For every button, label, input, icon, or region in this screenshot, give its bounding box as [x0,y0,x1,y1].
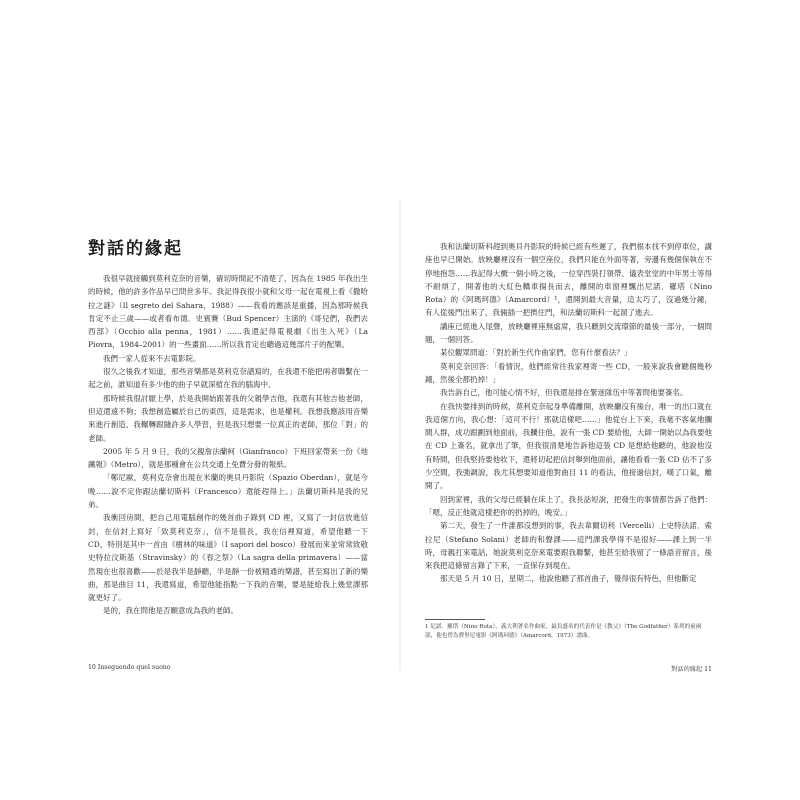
paragraph: 回到家裡，我的父母已經躺在床上了，我長話短說，把發生的事情都告訴了他們：「嗯，反正他就這樣把你的扔掉的，晚安。」 [425,494,712,517]
paragraph: 是的，我在問他是否願意成為我的老師。 [103,606,238,616]
paragraph: 我衝回房間，把自己用電腦創作的幾首曲子錄到 CD 裡，又寫了一封信放進信封，在信封上寫好「致莫利克奈」，信不是很長，我在信裡寫道，希望他聽一下 CD，特別是其中一首由《樹林的味道》（I sapori del bosco）發展而來並常常致敬史特拉汶斯基（Stravinsky）的《春之祭》（La sagra della primavera）——當然現在也很喜歡——於是我半是靜聽，半是靜一份被精通的樂譜，甚至寫出了新的樂曲，那是曲目 11，我還寫道，希望他能指點一下我的音樂，要是能給我上幾堂課那就更好了。 [88,513,368,603]
right-folio: 對話的緣起 11 [671,666,712,673]
left-body-text [88,272,368,618]
paragraph: 2005 年 5 月 9 日，我的父親詹法蘭柯（Gianfranco）下班回家帶來一份《地鐵報》（Metro），就是那種會在公共交通上免費分發的報紙。 [88,446,368,470]
paragraph: 那天是 5 月 10 日，星期二，他說他聽了那首曲子，覺得很有特色，但他斷定 [440,574,697,584]
chapter-title: 對話的緣起 [88,239,183,259]
right-body-text [425,240,712,586]
paragraph: 我很早就接觸到莫利克奈的音樂，確切時間記不清楚了，因為在 1985 年我出生的時候，他的許多作品早已問世多年。我記得我很小就和父母一起在電視上看《撒哈拉之謎》（Il segreto del Sahara，1988）——我看的應該是重播，因為那時候我肯定不止三歲——或者看布德．史賓賽（Bud Spencer）主演的《哥兒們，我們去西部》（Occhio alla penna，1981）……我還記得電視劇《出生入死》（La Piovra，1984–2001）的一些畫面……所以我肯定也聽過這幾部片子的配樂。 [88,274,368,350]
paragraph: 那時候我很討厭上學，於是我開始跟著我的父親學吉他，我還有其他吉他老師，但這還遠不夠；我想創造屬於自己的東西，這是需求，也是權利。我想我應該用音樂來進行創造，我輾轉跟隨許多人學習，但是我只想要一位真正的老師，那位「對」的老師。 [88,393,368,443]
footnote-divider [425,619,485,620]
paragraph: 我們一家人從來不去電影院。 [103,353,201,363]
paragraph: 第二天，發生了一件誰都沒想到的事，我去韋爾切利（Vercelli）上史特法諾．索拉尼（Stefano Solani）老師的和聲課——這門課我學得不是很好——課上到一半時，母親打來電話，她說莫利克奈來電要跟我聯繫，他甚至給我留了一條語音留言，後來我把這條留言錄了下來，一直保存到現在。 [425,521,712,571]
paragraph: 很久之後我才知道，那些音樂都是莫利克奈譜寫的，在我還不能把兩者聯繫在一起之前，誰知道有多少他的曲子早就深植在我的腦海中。 [88,367,368,390]
paragraph: 莫利克奈回答：「看情況，他們經常往我家裡寄一些 CD，一般來說我會聽個幾秒鐘，然後全都扔掉！」 [425,361,712,384]
right-page [400,0,800,800]
left-folio: 10 Inseguendo quel suono [88,664,171,671]
paragraph: 我告訴自己，他可能心情不好，但我還是排在緊迷隊伍中等著問他要簽名。 [440,388,688,398]
paragraph: 某位觀眾問道：「對於新生代作曲家們，您有什麼看法？」 [440,348,632,358]
paragraph: 我和法蘭切斯科趕到奧貝丹影院的時候已經有些遲了，我們根本找不到停車位，講座也早已開始。放映廳裡沒有一個空座位，我們只能在外面等著，旁邊有幾個保執在不停地抱怨……我記得大概一個小時之後，一位穿西裝打領帶、儀表堂堂的中年男士等得不耐煩了，開著他的大紅色轎車揚長而去，離開的車窗裡飄出尼諾．羅塔（Nino Rota）的《阿瑪珂德》（Amarcord）¹，還開到最大音量，這太巧了，沒過幾分鐘，有人從後門出來了，我倆插一把擠住門，和法蘭切斯科一起溜了進去。 [425,242,712,318]
paragraph: 「鄭尼歐，莫利克奈會出現在米蘭的奧貝丹影院（Spazio Oberdan），就是今晚……說不定你跟法蘭切斯科（Francesco）還能趕得上。」法蘭切斯科是我的兄弟。 [88,473,368,510]
footnote: 1 尼諾．羅塔（Nino Rota），義大利著名作曲家，最負盛名的代表作是《教父》（The Godfather）系列的前兩部，他也曾為費里尼電影《阿瑪珂德》（Amarcord，1973）譜曲。 [425,624,702,639]
paragraph: 在我快要排到的時候，莫利克奈起身準備離開，放映廳沒有後台，唯一的出口就在我這個方向，我心想：「這可不行！那就這樣吧……」他從台上下來，我毫不客氣地攔間人群，成功跟劃到他面前，我攔住他，說有一張 CD 要給他，大師一開始以為我要他在 CD 上簽名，就拿出了筆，但我很清楚地告訴他這張 CD 是想給他聽的，他說他沒有時間，但我堅持要他收下，還將切起把信封舉到他面前，讓他看看一張 CD 佔不了多少空間，我強調說，我尤其想要知道他對曲目 11 的看法，他接過信封，嘆了口氣，離開了。 [425,401,712,491]
paragraph: 講座已經進入尾聲，放映廳裡座無虛席，我只聽到交流環節的最後一部分，一個問題，一個回答。 [425,321,712,345]
